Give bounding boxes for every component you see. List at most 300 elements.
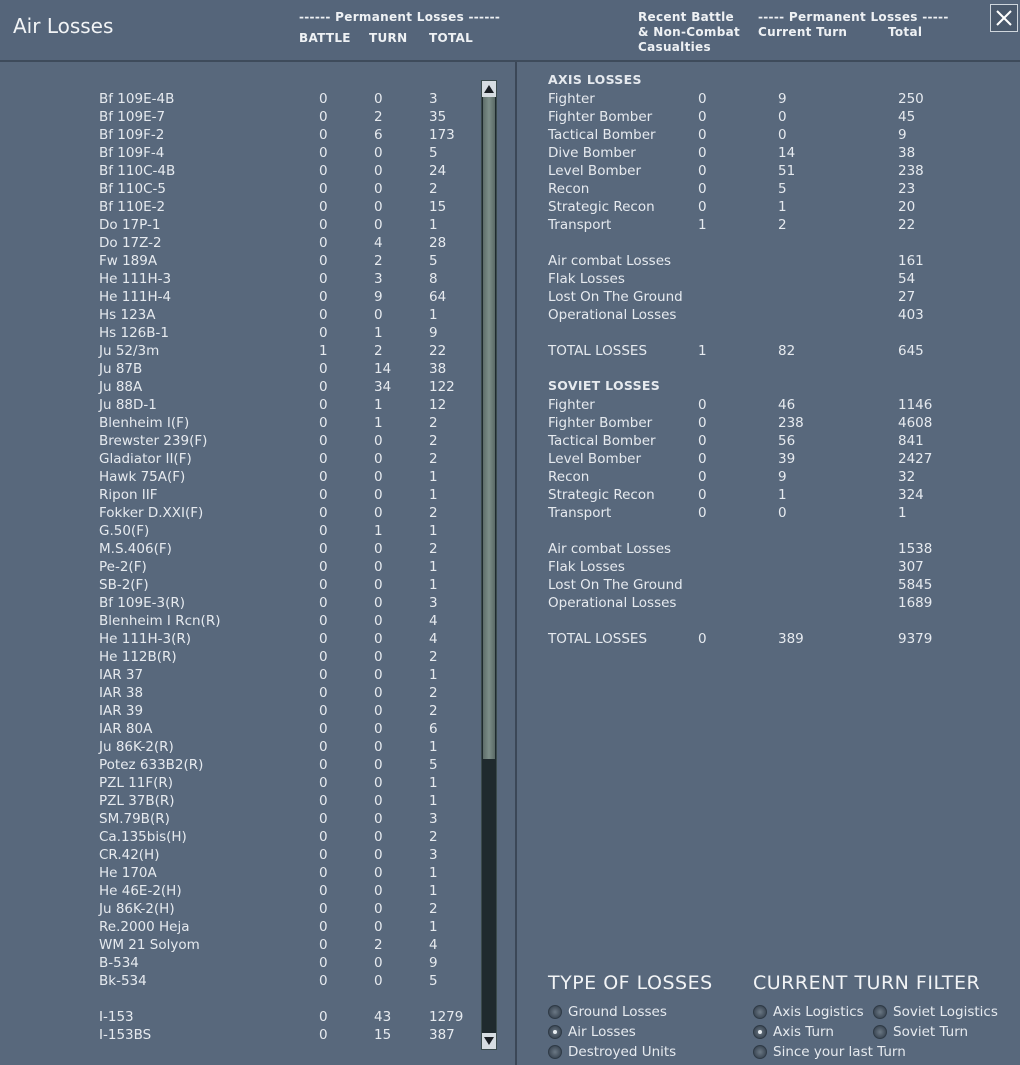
battle-losses: 0 xyxy=(319,505,328,521)
total-losses: 64 xyxy=(429,289,447,305)
turn-losses: 2 xyxy=(374,937,383,953)
current-turn-losses: 0 xyxy=(778,109,787,125)
turn-losses: 0 xyxy=(374,145,383,161)
soviet-type-row xyxy=(517,486,1017,504)
battle-losses: 0 xyxy=(319,559,328,575)
turn-losses: 0 xyxy=(374,469,383,485)
aircraft-row[interactable] xyxy=(0,954,480,972)
cause-name: Air combat Losses xyxy=(548,253,672,269)
current-turn-losses: 1 xyxy=(778,199,787,215)
total-losses: 1 xyxy=(429,883,438,899)
total-losses: 35 xyxy=(429,109,447,125)
aircraft-row[interactable] xyxy=(0,144,480,162)
turn-losses: 1 xyxy=(374,325,383,341)
battle-losses: 0 xyxy=(319,271,328,287)
battle-losses: 0 xyxy=(319,739,328,755)
aircraft-name: Ju 87B xyxy=(99,361,143,377)
header-bar xyxy=(0,0,1020,62)
total-losses: 4 xyxy=(429,631,438,647)
total-losses: 2427 xyxy=(898,451,933,467)
aircraft-row[interactable] xyxy=(0,1026,480,1044)
turn-losses: 0 xyxy=(374,91,383,107)
soviet-cause-row xyxy=(517,540,1017,558)
turn-losses: 0 xyxy=(374,739,383,755)
total-losses: 9 xyxy=(898,127,907,143)
total-losses: 2 xyxy=(429,451,438,467)
aircraft-row[interactable] xyxy=(0,828,480,846)
current-turn-losses: 0 xyxy=(778,505,787,521)
cause-total: 5845 xyxy=(898,577,933,593)
cause-total: 403 xyxy=(898,307,924,323)
total-losses: 2 xyxy=(429,415,438,431)
axis-type-row xyxy=(517,90,1017,108)
current-turn-losses: 51 xyxy=(778,163,796,179)
soviet-cause-row xyxy=(517,594,1017,612)
aircraft-row[interactable] xyxy=(0,432,480,450)
aircraft-row[interactable] xyxy=(0,414,480,432)
aircraft-name: He 46E-2(H) xyxy=(99,883,182,899)
recent-casualties: 0 xyxy=(698,415,707,431)
axis-cause-row xyxy=(517,252,1017,270)
aircraft-name: SB-2(F) xyxy=(99,577,149,593)
battle-losses: 0 xyxy=(319,127,328,143)
total-losses: 5 xyxy=(429,973,438,989)
total-losses: 1279 xyxy=(429,1009,464,1025)
axis-type-row xyxy=(517,162,1017,180)
recent-battle-header-line3: Casualties xyxy=(638,40,711,54)
aircraft-name: WM 21 Solyom xyxy=(99,937,200,953)
radio-label: Destroyed Units xyxy=(568,1044,677,1060)
aircraft-name: Ju 86K-2(R) xyxy=(99,739,174,755)
axis-type-row xyxy=(517,126,1017,144)
aircraft-list-scrollbar[interactable] xyxy=(481,80,497,1050)
axis-type-row xyxy=(517,198,1017,216)
aircraft-row[interactable] xyxy=(0,918,480,936)
aircraft-row[interactable] xyxy=(0,540,480,558)
turn-losses: 0 xyxy=(374,721,383,737)
battle-losses: 0 xyxy=(319,793,328,809)
soviet-type-row xyxy=(517,414,1017,432)
cause-name: Lost On The Ground xyxy=(548,289,683,305)
soviet-type-row xyxy=(517,432,1017,450)
radio-label: Ground Losses xyxy=(568,1004,667,1020)
aircraft-row[interactable] xyxy=(0,342,480,360)
battle-losses: 0 xyxy=(319,1027,328,1043)
turn-losses: 0 xyxy=(374,793,383,809)
aircraft-name: Ripon IIF xyxy=(99,487,158,503)
radio-label: Soviet Turn xyxy=(893,1024,969,1040)
total-losses: 4608 xyxy=(898,415,933,431)
current-turn-losses: 5 xyxy=(778,181,787,197)
recent-casualties: 0 xyxy=(698,487,707,503)
radio-button-icon[interactable] xyxy=(548,1025,562,1039)
battle-losses: 0 xyxy=(319,901,328,917)
aircraft-row[interactable] xyxy=(0,468,480,486)
aircraft-row[interactable] xyxy=(0,738,480,756)
battle-losses: 0 xyxy=(319,757,328,773)
aircraft-name: He 170A xyxy=(99,865,157,881)
aircraft-name: He 111H-3(R) xyxy=(99,631,192,647)
turn-losses: 0 xyxy=(374,685,383,701)
recent-casualties: 0 xyxy=(698,397,707,413)
aircraft-row[interactable] xyxy=(0,684,480,702)
radio-label: Axis Turn xyxy=(773,1024,834,1040)
type-name: Transport xyxy=(548,505,612,521)
radio-button-icon[interactable] xyxy=(753,1005,767,1019)
aircraft-name: IAR 38 xyxy=(99,685,144,701)
aircraft-row[interactable] xyxy=(0,108,480,126)
total-losses: 2 xyxy=(429,829,438,845)
turn-losses: 0 xyxy=(374,487,383,503)
total-losses: 1 xyxy=(429,865,438,881)
arrow-down-icon xyxy=(484,1037,494,1045)
turn-losses: 0 xyxy=(374,757,383,773)
total-losses: 1 xyxy=(898,505,907,521)
aircraft-row[interactable] xyxy=(0,198,480,216)
total-losses: 22 xyxy=(429,343,447,359)
turn-losses: 0 xyxy=(374,451,383,467)
battle-losses: 0 xyxy=(319,667,328,683)
battle-losses: 1 xyxy=(319,343,328,359)
aircraft-row[interactable] xyxy=(0,252,480,270)
aircraft-name: Do 17Z-2 xyxy=(99,235,162,251)
aircraft-name: IAR 39 xyxy=(99,703,144,719)
aircraft-row[interactable] xyxy=(0,450,480,468)
battle-losses: 0 xyxy=(319,253,328,269)
recent-casualties: 0 xyxy=(698,433,707,449)
battle-losses: 0 xyxy=(319,1009,328,1025)
current-turn-losses: 39 xyxy=(778,451,796,467)
total-total: 9379 xyxy=(898,631,933,647)
turn-losses: 6 xyxy=(374,127,383,143)
aircraft-row[interactable] xyxy=(0,648,480,666)
permanent-losses-left-header: ------ Permanent Losses ------ xyxy=(299,10,501,24)
radio-button-icon[interactable] xyxy=(873,1005,887,1019)
aircraft-name: Bf 110C-4B xyxy=(99,163,176,179)
aircraft-row[interactable] xyxy=(0,522,480,540)
turn-losses: 1 xyxy=(374,397,383,413)
total-losses: 1 xyxy=(429,307,438,323)
total-losses: 1 xyxy=(429,559,438,575)
cause-total: 307 xyxy=(898,559,924,575)
aircraft-row[interactable] xyxy=(0,378,480,396)
total-losses: 173 xyxy=(429,127,455,143)
axis-type-row xyxy=(517,108,1017,126)
cause-total: 27 xyxy=(898,289,916,305)
total-losses: 841 xyxy=(898,433,924,449)
recent-casualties: 1 xyxy=(698,217,707,233)
aircraft-row[interactable] xyxy=(0,666,480,684)
total-losses: 4 xyxy=(429,937,438,953)
permanent-losses-right-header: ----- Permanent Losses ----- xyxy=(758,10,949,24)
cause-name: Flak Losses xyxy=(548,559,625,575)
summary-panel xyxy=(517,64,1020,1065)
scroll-up-button[interactable] xyxy=(482,81,496,97)
battle-losses: 0 xyxy=(319,523,328,539)
col-battle-header: BATTLE xyxy=(299,31,351,45)
turn-losses: 3 xyxy=(374,271,383,287)
radio-label: Axis Logistics xyxy=(773,1004,864,1020)
aircraft-name: Fokker D.XXI(F) xyxy=(99,505,204,521)
total-losses: 2 xyxy=(429,505,438,521)
total-losses: 2 xyxy=(429,703,438,719)
aircraft-row[interactable] xyxy=(0,756,480,774)
battle-losses: 0 xyxy=(319,919,328,935)
total-losses: 32 xyxy=(898,469,916,485)
aircraft-name: B-534 xyxy=(99,955,139,971)
total-losses: 23 xyxy=(898,181,916,197)
battle-losses: 0 xyxy=(319,775,328,791)
aircraft-name: I-153 xyxy=(99,1009,134,1025)
aircraft-name: Re.2000 Heja xyxy=(99,919,190,935)
aircraft-row[interactable] xyxy=(0,324,480,342)
total-losses: 45 xyxy=(898,109,916,125)
aircraft-row[interactable] xyxy=(0,288,480,306)
total-label: TOTAL LOSSES xyxy=(548,631,648,647)
close-button[interactable] xyxy=(990,4,1018,32)
aircraft-name: Bf 109E-7 xyxy=(99,109,166,125)
turn-losses: 4 xyxy=(374,235,383,251)
axis-cause-row xyxy=(517,270,1017,288)
type-name: Fighter Bomber xyxy=(548,415,653,431)
type-name: Strategic Recon xyxy=(548,199,655,215)
aircraft-row[interactable] xyxy=(0,180,480,198)
soviet-type-row xyxy=(517,450,1017,468)
total-losses: 5 xyxy=(429,145,438,161)
total-losses: 9 xyxy=(429,955,438,971)
aircraft-name: M.S.406(F) xyxy=(99,541,172,557)
aircraft-row[interactable] xyxy=(0,216,480,234)
soviet-type-row xyxy=(517,468,1017,486)
aircraft-row[interactable] xyxy=(0,702,480,720)
type-name: Tactical Bomber xyxy=(548,127,656,143)
soviet-total-row xyxy=(517,630,1017,648)
aircraft-row[interactable] xyxy=(0,576,480,594)
total-losses: 1 xyxy=(429,217,438,233)
turn-losses: 0 xyxy=(374,577,383,593)
aircraft-row[interactable] xyxy=(0,1008,480,1026)
type-of-losses-title: TYPE OF LOSSES xyxy=(548,972,713,994)
total-losses: 1 xyxy=(429,919,438,935)
recent-casualties: 0 xyxy=(698,163,707,179)
recent-casualties: 0 xyxy=(698,127,707,143)
total-losses: 38 xyxy=(898,145,916,161)
aircraft-name: IAR 37 xyxy=(99,667,144,683)
battle-losses: 0 xyxy=(319,199,328,215)
aircraft-row[interactable] xyxy=(0,882,480,900)
battle-losses: 0 xyxy=(319,451,328,467)
battle-losses: 0 xyxy=(319,235,328,251)
aircraft-name: Ju 88A xyxy=(99,379,143,395)
turn-losses: 0 xyxy=(374,973,383,989)
radio-label: Soviet Logistics xyxy=(893,1004,998,1020)
total-losses: 2 xyxy=(429,433,438,449)
battle-losses: 0 xyxy=(319,703,328,719)
turn-losses: 0 xyxy=(374,199,383,215)
aircraft-name: Pe-2(F) xyxy=(99,559,147,575)
aircraft-name: He 111H-3 xyxy=(99,271,172,287)
aircraft-name: Potez 633B2(R) xyxy=(99,757,204,773)
total-losses: 15 xyxy=(429,199,447,215)
total-total: 645 xyxy=(898,343,924,359)
current-turn-losses: 14 xyxy=(778,145,796,161)
aircraft-row[interactable] xyxy=(0,864,480,882)
aircraft-row[interactable] xyxy=(0,810,480,828)
soviet-cause-row xyxy=(517,576,1017,594)
total-losses: 2 xyxy=(429,685,438,701)
turn-losses: 0 xyxy=(374,811,383,827)
cause-total: 1538 xyxy=(898,541,933,557)
aircraft-row[interactable] xyxy=(0,630,480,648)
total-losses: 1 xyxy=(429,667,438,683)
total-losses: 1 xyxy=(429,739,438,755)
radio-label: Air Losses xyxy=(568,1024,636,1040)
aircraft-row[interactable] xyxy=(0,126,480,144)
aircraft-row[interactable] xyxy=(0,774,480,792)
total-header: Total xyxy=(888,25,923,39)
recent-battle-header-line2: & Non-Combat xyxy=(638,25,741,39)
scroll-thumb[interactable] xyxy=(483,97,495,759)
aircraft-name: Ju 86K-2(H) xyxy=(99,901,175,917)
window-title: Air Losses xyxy=(13,14,114,38)
recent-casualties: 0 xyxy=(698,145,707,161)
total-losses: 1 xyxy=(429,469,438,485)
recent-casualties: 0 xyxy=(698,109,707,125)
type-name: Dive Bomber xyxy=(548,145,636,161)
aircraft-row[interactable] xyxy=(0,972,480,990)
battle-losses: 0 xyxy=(319,109,328,125)
radio-button-icon[interactable] xyxy=(873,1025,887,1039)
turn-losses: 0 xyxy=(374,163,383,179)
axis-total-row xyxy=(517,342,1017,360)
total-losses: 6 xyxy=(429,721,438,737)
col-turn-header: TURN xyxy=(369,31,408,45)
aircraft-row[interactable] xyxy=(0,486,480,504)
radio-button-icon[interactable] xyxy=(548,1045,562,1059)
battle-losses: 0 xyxy=(319,289,328,305)
axis-type-row xyxy=(517,180,1017,198)
aircraft-row[interactable] xyxy=(0,270,480,288)
total-losses: 3 xyxy=(429,91,438,107)
battle-losses: 0 xyxy=(319,217,328,233)
aircraft-row[interactable] xyxy=(0,504,480,522)
aircraft-row[interactable] xyxy=(0,234,480,252)
aircraft-name: Blenheim I(F) xyxy=(99,415,190,431)
recent-casualties: 0 xyxy=(698,181,707,197)
recent-battle-header-line1: Recent Battle xyxy=(638,10,734,24)
turn-losses: 2 xyxy=(374,343,383,359)
battle-losses: 0 xyxy=(319,415,328,431)
soviet-losses-title: SOVIET LOSSES xyxy=(548,378,661,393)
aircraft-name: He 112B(R) xyxy=(99,649,177,665)
total-losses: 2 xyxy=(429,901,438,917)
type-name: Recon xyxy=(548,181,590,197)
aircraft-row[interactable] xyxy=(0,306,480,324)
axis-type-row xyxy=(517,216,1017,234)
aircraft-name: Ca.135bis(H) xyxy=(99,829,187,845)
turn-losses: 0 xyxy=(374,883,383,899)
cause-total: 1689 xyxy=(898,595,933,611)
current-turn-losses: 0 xyxy=(778,127,787,143)
battle-losses: 0 xyxy=(319,811,328,827)
recent-casualties: 0 xyxy=(698,505,707,521)
total-losses: 22 xyxy=(898,217,916,233)
radio-button-icon[interactable] xyxy=(753,1045,767,1059)
turn-losses: 0 xyxy=(374,217,383,233)
aircraft-row[interactable] xyxy=(0,900,480,918)
aircraft-row[interactable] xyxy=(0,846,480,864)
cause-name: Operational Losses xyxy=(548,595,677,611)
battle-losses: 0 xyxy=(319,163,328,179)
total-losses: 3 xyxy=(429,811,438,827)
turn-losses: 0 xyxy=(374,667,383,683)
battle-losses: 0 xyxy=(319,577,328,593)
aircraft-name: Blenheim I Rcn(R) xyxy=(99,613,221,629)
turn-losses: 0 xyxy=(374,307,383,323)
type-name: Fighter xyxy=(548,91,595,107)
aircraft-name: G.50(F) xyxy=(99,523,150,539)
aircraft-row[interactable] xyxy=(0,396,480,414)
aircraft-name: Bf 110C-5 xyxy=(99,181,166,197)
arrow-up-icon xyxy=(484,85,494,93)
aircraft-row[interactable] xyxy=(0,720,480,738)
turn-losses: 14 xyxy=(374,361,392,377)
battle-losses: 0 xyxy=(319,397,328,413)
turn-losses: 43 xyxy=(374,1009,392,1025)
axis-type-row xyxy=(517,144,1017,162)
total-recent: 0 xyxy=(698,631,707,647)
aircraft-row[interactable] xyxy=(0,360,480,378)
aircraft-row[interactable] xyxy=(0,792,480,810)
total-losses: 12 xyxy=(429,397,447,413)
aircraft-name: Hs 126B-1 xyxy=(99,325,169,341)
total-losses: 1146 xyxy=(898,397,933,413)
turn-losses: 9 xyxy=(374,289,383,305)
cause-name: Air combat Losses xyxy=(548,541,672,557)
cause-total: 161 xyxy=(898,253,924,269)
aircraft-name: SM.79B(R) xyxy=(99,811,170,827)
radio-button-icon[interactable] xyxy=(753,1025,767,1039)
aircraft-row[interactable] xyxy=(0,612,480,630)
total-losses: 238 xyxy=(898,163,924,179)
total-label: TOTAL LOSSES xyxy=(548,343,648,359)
aircraft-row[interactable] xyxy=(0,90,480,108)
turn-losses: 0 xyxy=(374,775,383,791)
battle-losses: 0 xyxy=(319,487,328,503)
aircraft-name: Hs 123A xyxy=(99,307,156,323)
aircraft-row[interactable] xyxy=(0,558,480,576)
turn-losses: 0 xyxy=(374,181,383,197)
scroll-down-button[interactable] xyxy=(482,1033,496,1049)
total-losses: 387 xyxy=(429,1027,455,1043)
turn-losses: 15 xyxy=(374,1027,392,1043)
aircraft-name: Bf 109F-2 xyxy=(99,127,165,143)
turn-losses: 0 xyxy=(374,541,383,557)
current-turn-losses: 2 xyxy=(778,217,787,233)
aircraft-row[interactable] xyxy=(0,594,480,612)
aircraft-name: CR.42(H) xyxy=(99,847,160,863)
total-turn: 389 xyxy=(778,631,804,647)
aircraft-name: Bf 109F-4 xyxy=(99,145,165,161)
total-losses: 1 xyxy=(429,487,438,503)
radio-button-icon[interactable] xyxy=(548,1005,562,1019)
aircraft-row[interactable] xyxy=(0,936,480,954)
radio-label: Since your last Turn xyxy=(773,1044,906,1060)
total-losses: 28 xyxy=(429,235,447,251)
aircraft-row[interactable] xyxy=(0,162,480,180)
type-name: Strategic Recon xyxy=(548,487,655,503)
cause-name: Flak Losses xyxy=(548,271,625,287)
